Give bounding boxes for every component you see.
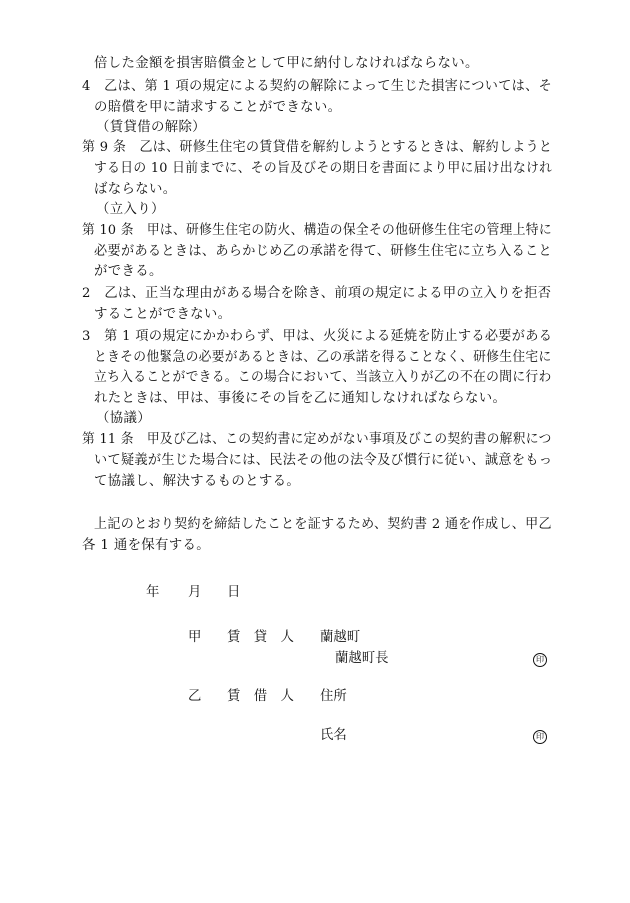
text-line: ときその他緊急の必要があるときは、乙の承諾を得ることなく、研修生住宅に	[94, 350, 552, 365]
text-line: 立ち入ることができる。この場合において、当該立入りが乙の不在の間に行わ	[94, 370, 552, 385]
closing-line: 上記のとおり契約を締結したことを証するため、契約書 2 通を作成し、甲乙	[94, 517, 552, 532]
text-line: て協議し、解決するものとする。	[94, 474, 301, 489]
date-day: 日	[227, 585, 241, 600]
lessor-name: 蘭越町	[320, 630, 361, 645]
date-year: 年	[146, 585, 160, 600]
seal-mark-icon: 印	[533, 730, 547, 744]
section-heading: （賃貸借の解除）	[96, 120, 206, 135]
text-line: ができる。	[94, 264, 163, 279]
text-line: 倍した金額を損害賠償金として甲に納付しなければならない。	[94, 56, 479, 71]
text-line: 3 第 1 項の規定にかかわらず、甲は、火災による延焼を防止する必要がある	[82, 329, 553, 344]
text-line: 必要があるときは、あらかじめ乙の承諾を得て、研修生住宅に立ち入ること	[94, 244, 553, 259]
lessor-role: 賃 貸 人	[227, 630, 294, 645]
text-line: いて疑義が生じた場合には、民法その他の法令及び慣行に従い、誠意をもっ	[94, 453, 553, 468]
closing-line: 各 1 通を保有する。	[82, 538, 211, 553]
text-line: 4 乙は、第 1 項の規定による契約の解除によって生じた損害については、そ	[82, 79, 553, 94]
text-line: れたときは、甲は、事後にその旨を乙に通知しなければならない。	[94, 391, 507, 406]
seal-mark-icon: 印	[533, 653, 547, 667]
section-heading: （立入り）	[96, 202, 165, 217]
lessee-role: 賃 借 人	[227, 689, 294, 704]
text-line: することができない。	[94, 307, 232, 322]
article-line: 第 10 条 甲は、研修生住宅の防火、構造の保全その他研修生住宅の管理上特に	[82, 223, 552, 238]
lessee-address-label: 住所	[320, 689, 347, 704]
section-heading: （協議）	[96, 411, 151, 426]
article-line: 第 9 条 乙は、研修生住宅の賃貸借を解約しようとするときは、解約しようと	[82, 140, 553, 155]
lessor-title: 蘭越町長	[335, 651, 389, 666]
date-month: 月	[188, 585, 202, 600]
lessee-name-label: 氏名	[320, 728, 347, 743]
lessor-mark: 甲	[188, 630, 202, 645]
text-line: の賠償を甲に請求することができない。	[94, 100, 342, 115]
lessee-mark: 乙	[188, 689, 202, 704]
text-line: する日の 10 日前までに、その旨及びその期日を書面により甲に届け出なけれ	[94, 161, 553, 176]
text-line: 2 乙は、正当な理由がある場合を除き、前項の規定による甲の立入りを拒否	[82, 286, 552, 301]
text-line: ばならない。	[94, 182, 177, 197]
article-line: 第 11 条 甲及び乙は、この契約書に定めがない事項及びこの契約書の解釈につ	[82, 432, 552, 447]
